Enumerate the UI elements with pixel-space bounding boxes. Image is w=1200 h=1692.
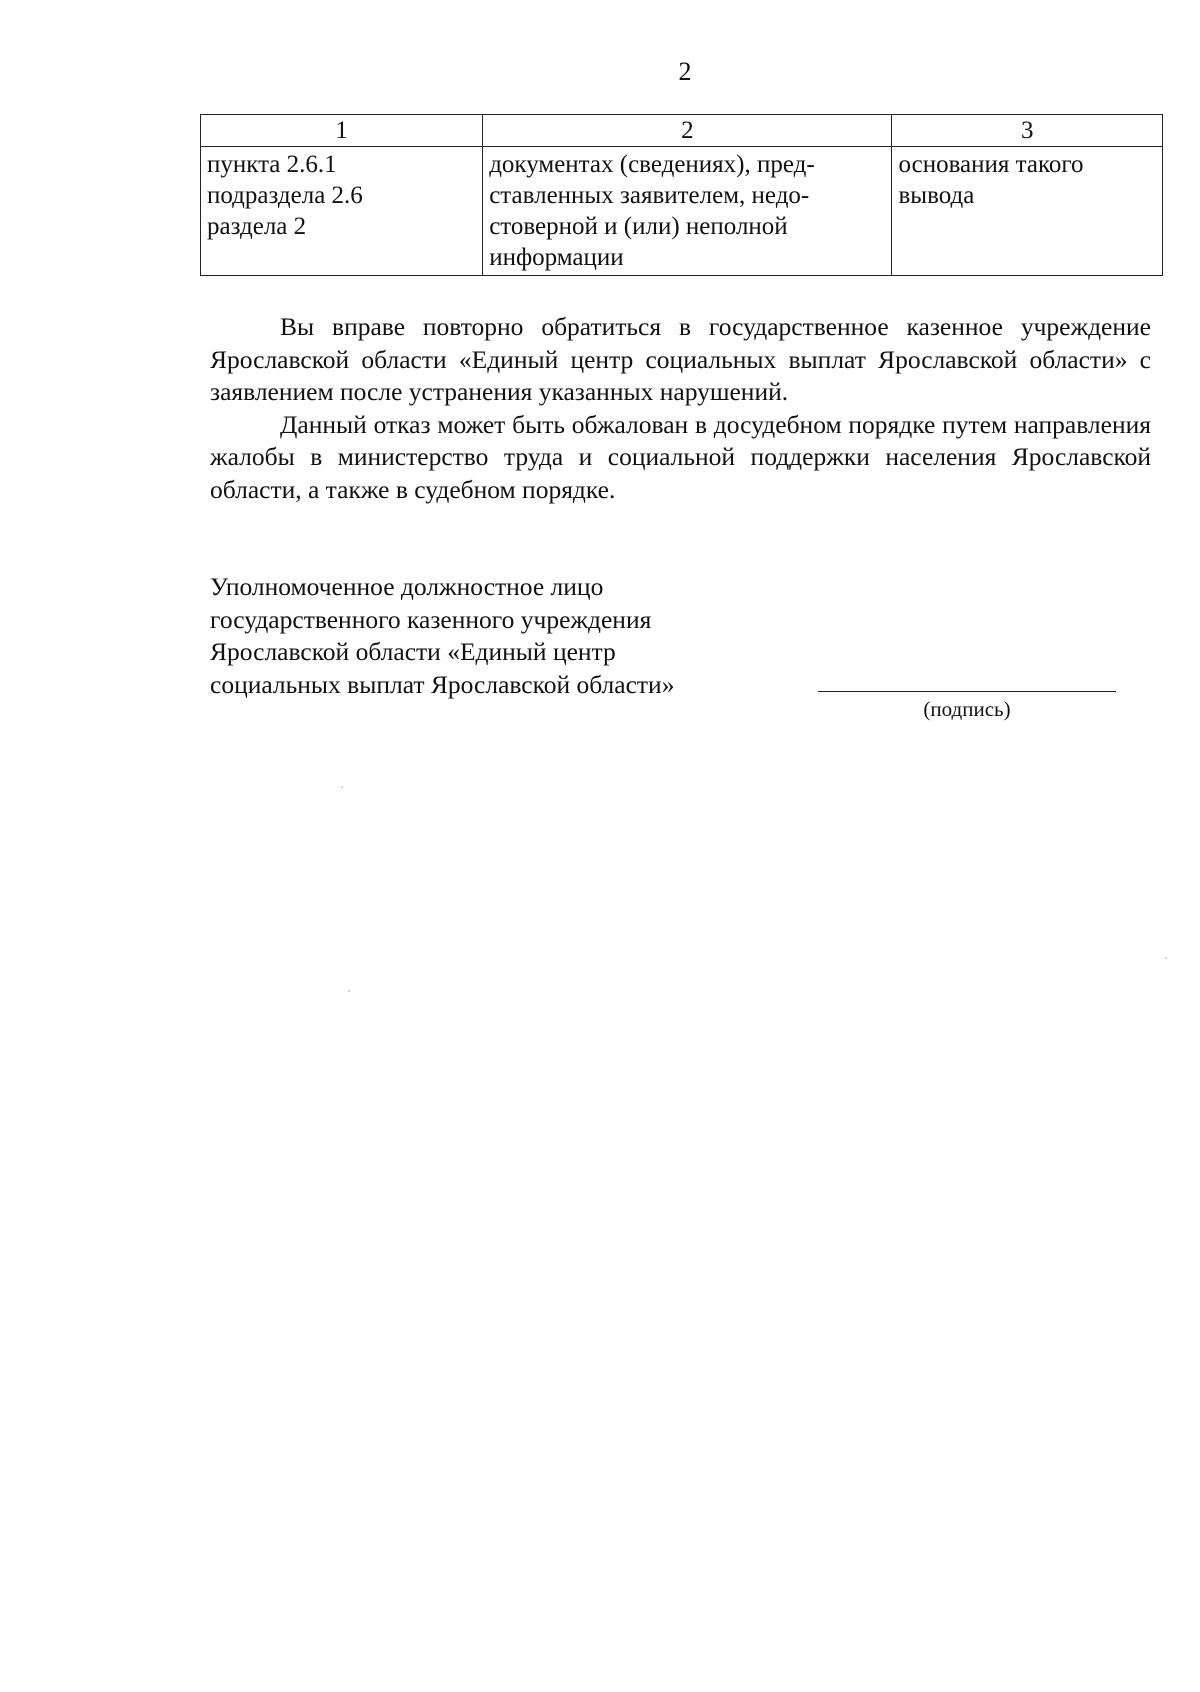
scan-speck — [341, 786, 343, 788]
table-row — [201, 147, 1163, 276]
scan-speck — [348, 990, 350, 992]
signer-title — [210, 571, 770, 701]
body-text — [210, 311, 1151, 506]
table-header — [201, 115, 1163, 147]
signer-line: государственного казенного учреждения — [210, 604, 652, 634]
cell-line: подраздела 2.6 — [207, 182, 363, 209]
scan-speck — [1165, 957, 1167, 959]
signer-line: социальных выплат Ярославской области» — [210, 669, 675, 699]
paragraph-reapply: Вы вправе повторно обратиться в государственное казенное учреждение Ярославской области «Единый центр социальных выплат Ярославской области» с заявлением после устранения указанных нарушений. — [210, 312, 1151, 406]
cell-line: информации — [489, 244, 624, 271]
paragraph-appeal: Данный отказ может быть обжалован в досудебном порядке путем направления жалобы в министерство труда и социальной поддержки населения Ярославской области, а также в судебном порядке. — [210, 409, 1151, 504]
table-cell-reference — [201, 147, 483, 276]
cell-line: раздела 2 — [207, 213, 307, 240]
column-header-2: 2 — [483, 115, 892, 147]
signature-line — [818, 691, 1116, 692]
cell-line: пункта 2.6.1 — [207, 151, 337, 178]
table-cell-grounds — [892, 147, 1163, 276]
cell-line: основания такого — [898, 151, 1084, 178]
cell-line: ставленных заявителем, недо- — [489, 182, 810, 209]
cell-line: стоверной и (или) неполной — [489, 213, 788, 240]
page-number: 2 — [678, 57, 692, 86]
column-header-3: 3 — [892, 115, 1163, 147]
signer-line: Ярославской области «Единый центр — [210, 637, 616, 666]
cell-line: вывода — [898, 182, 975, 209]
column-header-1: 1 — [201, 115, 483, 147]
requirements-table — [200, 114, 1163, 276]
table-cell-reason — [483, 147, 892, 276]
table-body — [201, 147, 1163, 276]
signer-line: Уполномоченное должностное лицо — [210, 572, 604, 601]
cell-line: документах (сведениях), пред- — [489, 151, 815, 178]
signature-caption: (подпись) — [923, 697, 1011, 721]
table-header-row — [201, 115, 1163, 147]
